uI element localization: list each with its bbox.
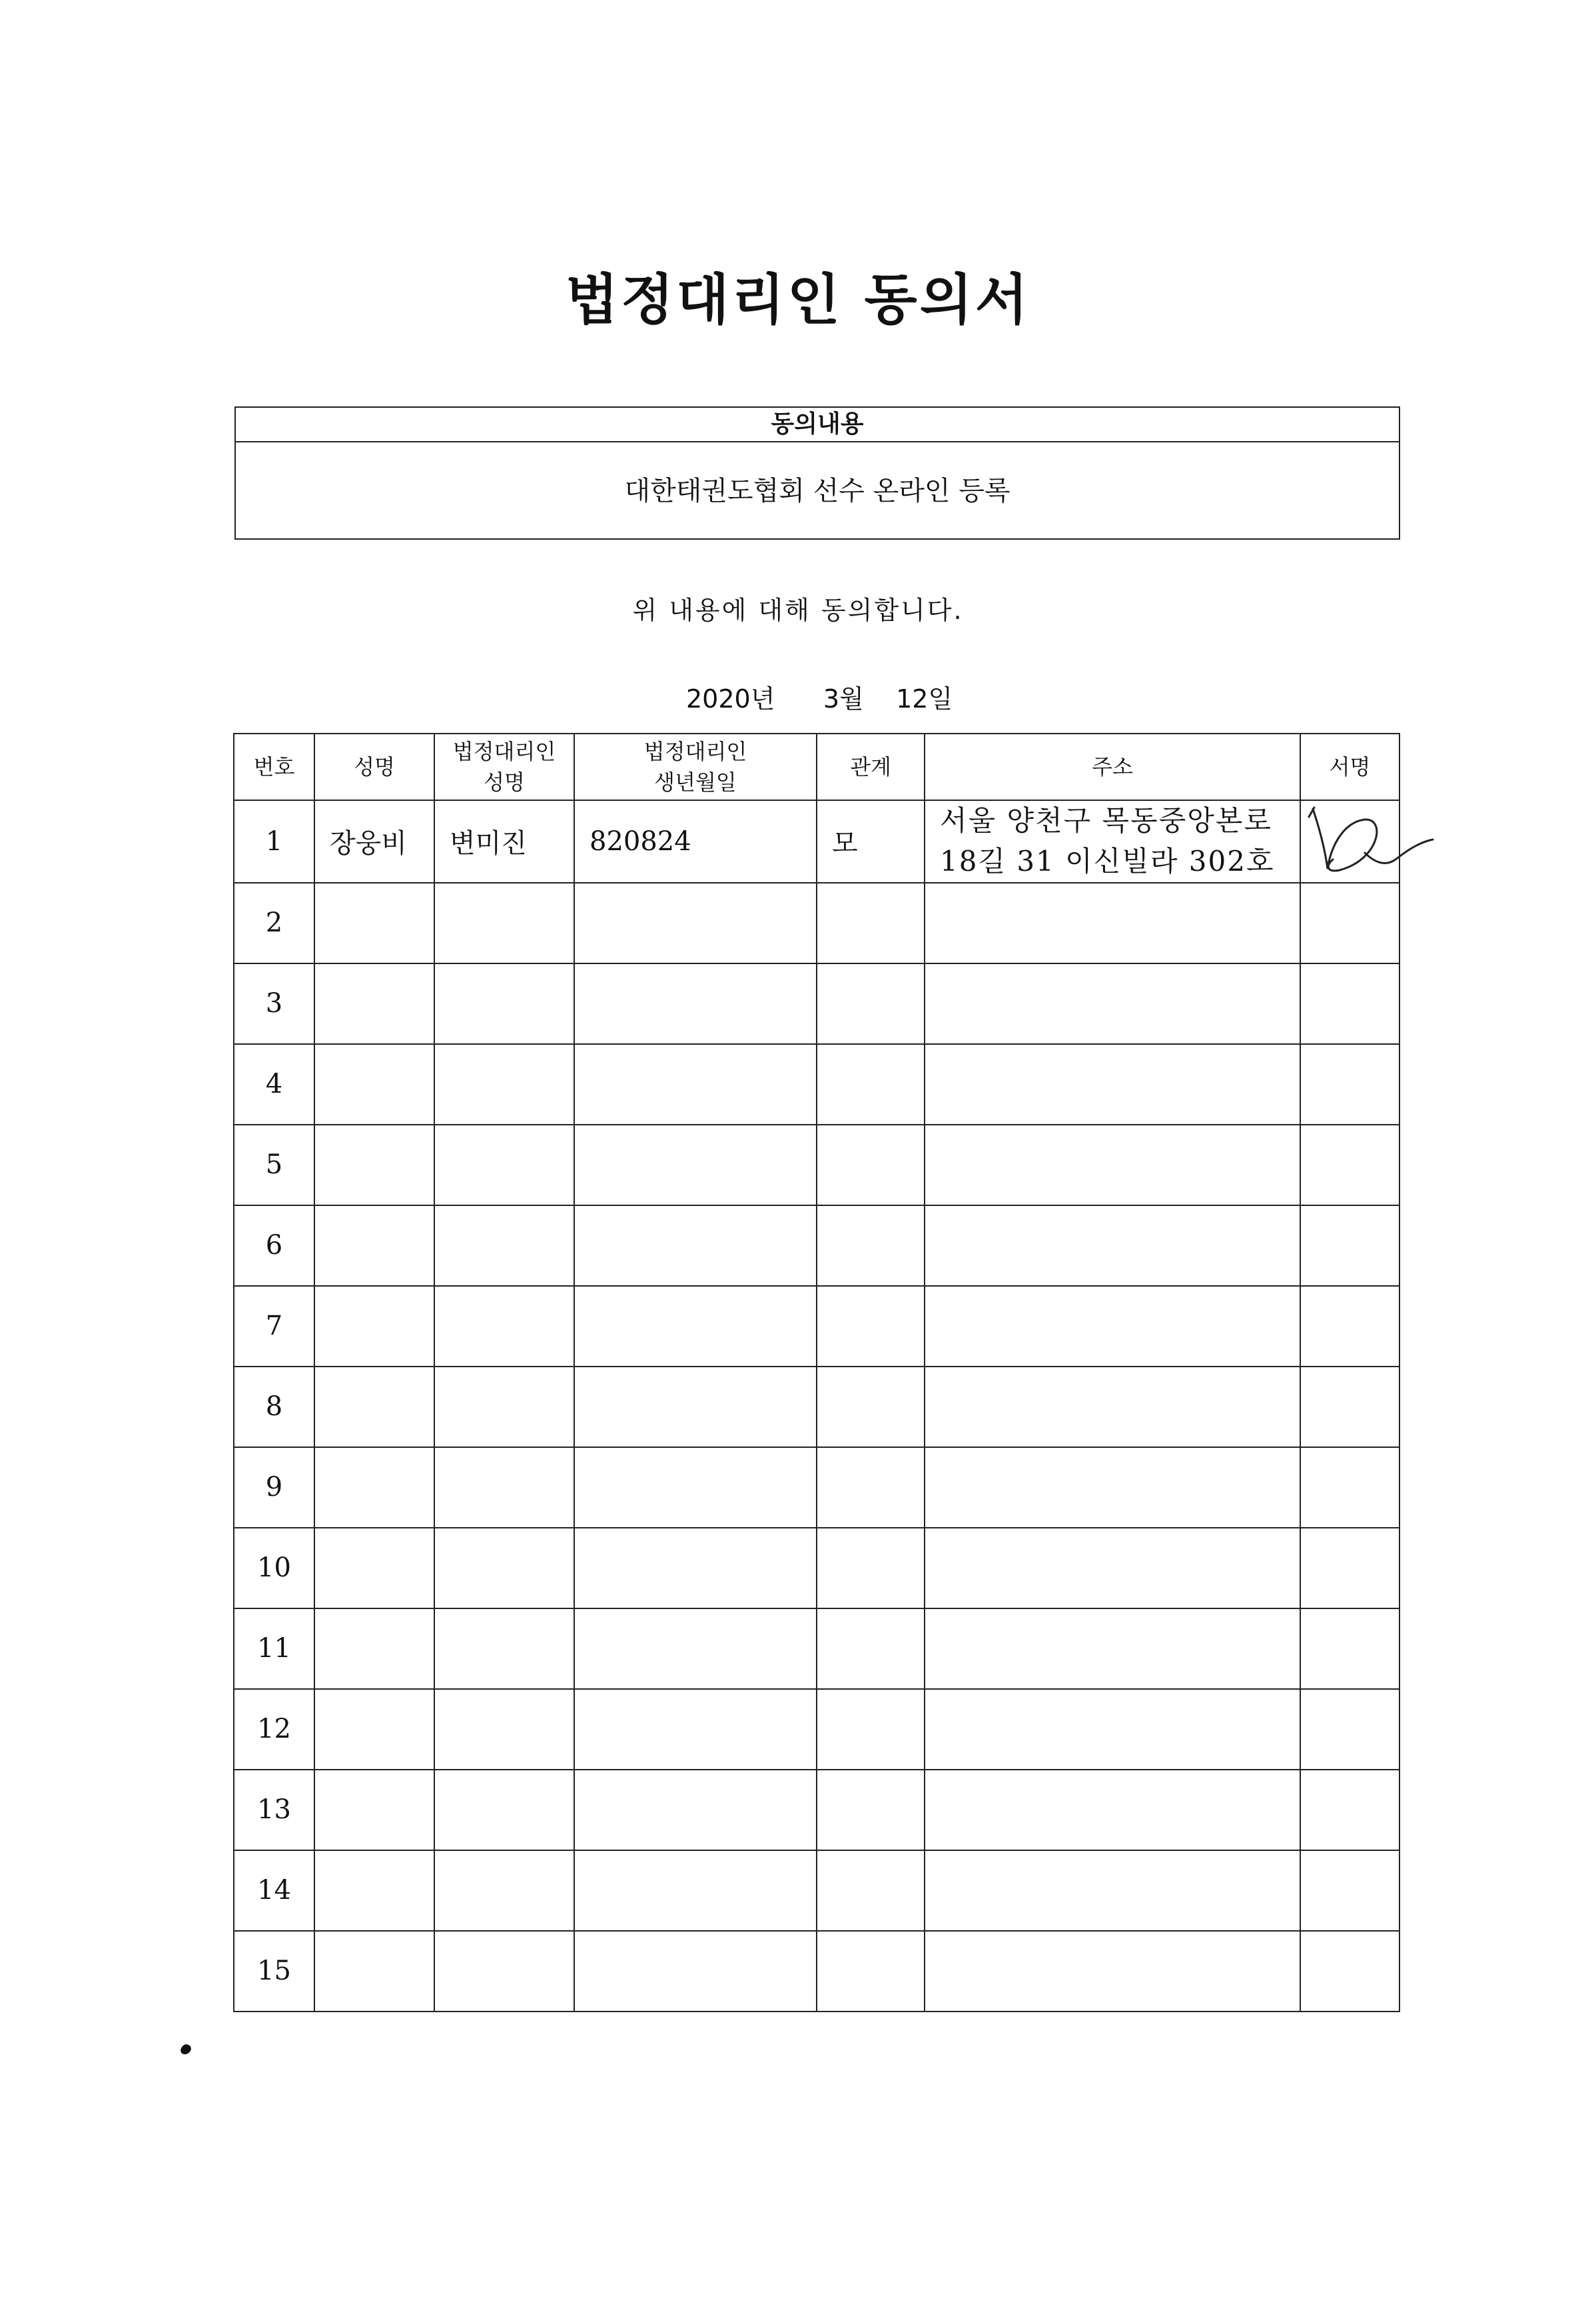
row-name xyxy=(314,1850,434,1931)
row-name xyxy=(314,883,434,963)
row-name xyxy=(314,1770,434,1850)
table-row xyxy=(234,1850,1399,1931)
row-relation xyxy=(817,1931,925,2012)
date-day: 12일 xyxy=(896,684,953,714)
row-name: 장웅비 xyxy=(314,800,434,883)
table-row xyxy=(234,1931,1399,2012)
row-address xyxy=(925,1850,1300,1931)
row-address-line1: 서울 양천구 목동중앙본로 xyxy=(940,804,1272,837)
table-row xyxy=(234,1770,1399,1850)
consent-box xyxy=(234,406,1400,540)
header-signature: 서명 xyxy=(1300,734,1399,800)
row-address xyxy=(925,1528,1300,1608)
row-num: 13 xyxy=(234,1770,314,1850)
header-relation: 관계 xyxy=(817,734,925,800)
row-relation xyxy=(817,1528,925,1608)
table-row xyxy=(234,1367,1399,1447)
row-num: 11 xyxy=(234,1608,314,1689)
row-signature xyxy=(1300,1205,1399,1286)
row-guardian-name xyxy=(434,1608,574,1689)
document-title: 법정대리인 동의서 xyxy=(565,268,1031,332)
row-name xyxy=(314,1367,434,1447)
row-guardian-birth xyxy=(574,1608,817,1689)
row-guardian-birth xyxy=(574,1689,817,1770)
row-guardian-name xyxy=(434,963,574,1044)
table-row xyxy=(234,883,1399,963)
row-guardian-birth xyxy=(574,1850,817,1931)
row-guardian-name xyxy=(434,1447,574,1528)
row-name xyxy=(314,1608,434,1689)
header-address: 주소 xyxy=(925,734,1300,800)
row-guardian-birth xyxy=(574,883,817,963)
table-row xyxy=(234,1608,1399,1689)
row-num: 14 xyxy=(234,1850,314,1931)
header-guardian-birth xyxy=(574,734,817,800)
row-address xyxy=(925,1770,1300,1850)
row-guardian-birth: 820824 xyxy=(574,800,817,883)
table-row xyxy=(234,800,1399,883)
row-guardian-birth xyxy=(574,1286,817,1367)
row-relation: 모 xyxy=(817,800,925,883)
row-num: 3 xyxy=(234,963,314,1044)
table-row xyxy=(234,1286,1399,1367)
row-signature xyxy=(1300,1608,1399,1689)
row-signature xyxy=(1300,1125,1399,1205)
row-relation xyxy=(817,1770,925,1850)
row-signature xyxy=(1300,1528,1399,1608)
row-relation xyxy=(817,1608,925,1689)
row-relation xyxy=(817,1367,925,1447)
header-name: 성명 xyxy=(314,734,434,800)
row-num: 2 xyxy=(234,883,314,963)
header-guardian-name xyxy=(434,734,574,800)
row-address xyxy=(925,1447,1300,1528)
row-num: 4 xyxy=(234,1044,314,1125)
row-signature xyxy=(1300,1367,1399,1447)
row-address-line2: 18길 31 이신빌라 302호 xyxy=(940,844,1275,877)
row-guardian-birth xyxy=(574,1528,817,1608)
table-row xyxy=(234,963,1399,1044)
row-num: 8 xyxy=(234,1367,314,1447)
row-num: 10 xyxy=(234,1528,314,1608)
row-num: 7 xyxy=(234,1286,314,1367)
row-num: 6 xyxy=(234,1205,314,1286)
row-guardian-name xyxy=(434,1850,574,1931)
header-guardian-name-line2: 성명 xyxy=(484,770,525,795)
row-address xyxy=(925,1931,1300,2012)
table-row xyxy=(234,1689,1399,1770)
row-name xyxy=(314,1205,434,1286)
row-guardian-name xyxy=(434,1689,574,1770)
row-relation xyxy=(817,1689,925,1770)
row-guardian-name xyxy=(434,1044,574,1125)
row-name xyxy=(314,1125,434,1205)
consent-body: 대한태권도협회 선수 온라인 등록 xyxy=(624,476,1010,506)
row-address xyxy=(925,1286,1300,1367)
row-guardian-birth xyxy=(574,1205,817,1286)
row-signature xyxy=(1300,1689,1399,1770)
row-relation xyxy=(817,1447,925,1528)
ink-mark xyxy=(179,2043,193,2057)
row-guardian-name xyxy=(434,1931,574,2012)
table-row xyxy=(234,1205,1399,1286)
row-name xyxy=(314,1931,434,2012)
row-address xyxy=(925,1044,1300,1125)
table-row xyxy=(234,1125,1399,1205)
table-header-row xyxy=(234,734,1399,800)
row-address xyxy=(925,1367,1300,1447)
table-row xyxy=(234,1447,1399,1528)
row-signature xyxy=(1300,963,1399,1044)
row-relation xyxy=(817,1044,925,1125)
row-num: 1 xyxy=(234,800,314,883)
row-address xyxy=(925,1689,1300,1770)
row-guardian-name xyxy=(434,1205,574,1286)
row-guardian-name xyxy=(434,1367,574,1447)
consent-header: 동의내용 xyxy=(236,408,1399,442)
row-guardian-birth xyxy=(574,1770,817,1850)
row-guardian-name xyxy=(434,1528,574,1608)
row-num: 5 xyxy=(234,1125,314,1205)
row-signature xyxy=(1300,1770,1399,1850)
header-guardian-birth-line2: 생년월일 xyxy=(654,770,737,795)
row-guardian-birth xyxy=(574,963,817,1044)
row-num: 15 xyxy=(234,1931,314,2012)
row-signature xyxy=(1300,1447,1399,1528)
row-address xyxy=(925,1205,1300,1286)
row-num: 9 xyxy=(234,1447,314,1528)
row-signature xyxy=(1300,1286,1399,1367)
row-name xyxy=(314,1689,434,1770)
row-relation xyxy=(817,883,925,963)
row-address xyxy=(925,1608,1300,1689)
row-guardian-name xyxy=(434,1125,574,1205)
row-relation xyxy=(817,1205,925,1286)
row-name xyxy=(314,963,434,1044)
row-name xyxy=(314,1528,434,1608)
row-guardian-name xyxy=(434,883,574,963)
row-guardian-birth xyxy=(574,1447,817,1528)
row-address xyxy=(925,1125,1300,1205)
row-guardian-name xyxy=(434,1770,574,1850)
row-signature xyxy=(1300,883,1399,963)
row-guardian-name: 변미진 xyxy=(434,800,574,883)
row-num: 12 xyxy=(234,1689,314,1770)
agree-statement: 위 내용에 대해 동의합니다. xyxy=(632,596,964,625)
row-address xyxy=(925,800,1300,883)
row-guardian-birth xyxy=(574,1125,817,1205)
row-relation xyxy=(817,963,925,1044)
row-name xyxy=(314,1044,434,1125)
row-name xyxy=(314,1286,434,1367)
row-guardian-birth xyxy=(574,1367,817,1447)
table-row xyxy=(234,1044,1399,1125)
date-year: 2020년 xyxy=(686,684,775,714)
table-row xyxy=(234,1528,1399,1608)
row-name xyxy=(314,1447,434,1528)
row-address xyxy=(925,883,1300,963)
row-relation xyxy=(817,1286,925,1367)
row-signature xyxy=(1300,1044,1399,1125)
row-relation xyxy=(817,1125,925,1205)
header-num: 번호 xyxy=(234,734,314,800)
date-month: 3월 xyxy=(823,684,864,714)
header-guardian-name-line1: 법정대리인 xyxy=(452,738,556,764)
row-address xyxy=(925,963,1300,1044)
date-line xyxy=(686,678,953,715)
row-relation xyxy=(817,1850,925,1931)
row-guardian-birth xyxy=(574,1044,817,1125)
row-signature xyxy=(1300,1850,1399,1931)
header-guardian-birth-line1: 법정대리인 xyxy=(643,738,747,764)
row-guardian-name xyxy=(434,1286,574,1367)
guardian-table xyxy=(233,733,1400,2012)
handwritten-signature-icon xyxy=(1301,802,1397,880)
row-guardian-birth xyxy=(574,1931,817,2012)
row-signature xyxy=(1300,1931,1399,2012)
row-signature xyxy=(1300,800,1399,883)
